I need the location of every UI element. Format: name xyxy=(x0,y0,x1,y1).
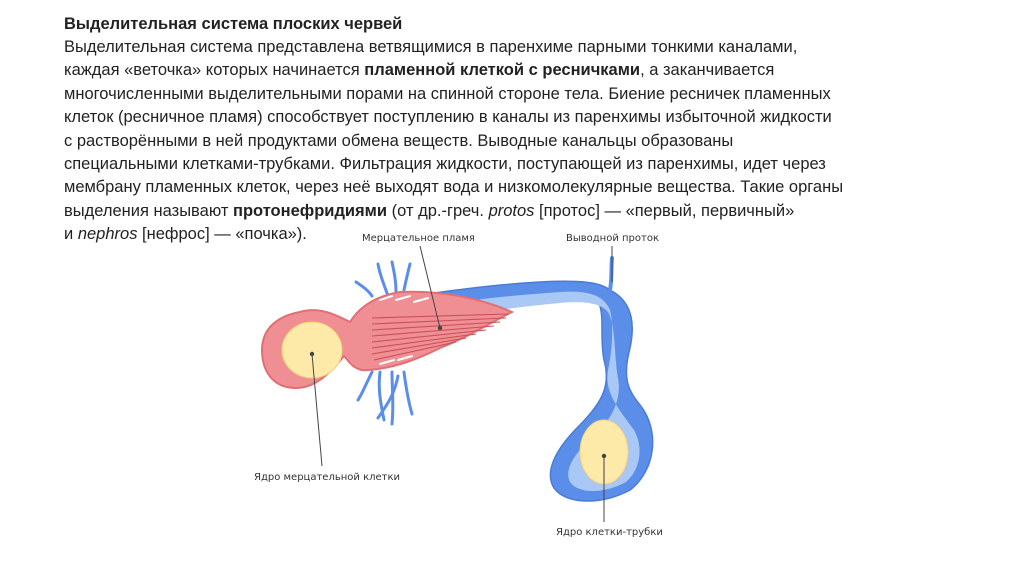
text-run: клеток (ресничное пламя) способствует поступлению в каналы из паренхимы избыточной жидкости xyxy=(64,108,832,127)
lower-branches xyxy=(358,372,412,424)
text-run: и xyxy=(64,225,78,244)
bold-term: протонефридиями xyxy=(232,201,388,220)
branch xyxy=(358,372,372,400)
text-run: специальными клетками-трубками. Фильтрация жидкости, поступающей из паренхимы, идет через xyxy=(64,155,826,174)
text-run: [протос] — «первый, первичный» xyxy=(534,201,795,220)
label-duct: Выводной проток xyxy=(566,233,660,244)
text-run: Выделительная система представлена ветвящимися в паренхиме парными тонкими каналами, xyxy=(64,38,798,56)
label-flame-nucleus: Ядро мерцательной клетки xyxy=(254,472,401,483)
label-flame: Мерцательное пламя xyxy=(362,233,475,244)
text-run: мембрану пламенных клеток, через неё выходят вода и низкомолекулярные вещества. Такие органы xyxy=(64,178,844,197)
slide-title: Выделительная система плоских червей xyxy=(64,15,403,33)
flame-cell-nucleus xyxy=(282,322,342,378)
branch xyxy=(404,372,412,414)
upper-branches xyxy=(356,262,410,296)
pointer-dot xyxy=(602,454,606,458)
pointer-dot xyxy=(438,326,442,330)
text-run: многочисленными выделительными порами на спинной стороне тела. Биение ресничек пламенных xyxy=(64,84,831,103)
branch xyxy=(356,282,372,296)
branch xyxy=(392,262,396,292)
italic-term: nephros xyxy=(77,225,138,244)
text-run: , а заканчивается xyxy=(640,61,775,80)
flame-cell xyxy=(262,292,512,388)
label-tube-nucleus: Ядро клетки-трубки xyxy=(556,527,663,538)
branch xyxy=(404,264,410,290)
text-run: выделения называют xyxy=(64,201,233,220)
italic-term: protos xyxy=(488,201,535,220)
text-run: с растворёнными в ней продуктами обмена веществ. Выводные канальцы образованы xyxy=(64,131,734,150)
text-run: (от др.-греч. xyxy=(387,201,489,220)
pointer-dot xyxy=(310,352,314,356)
branch xyxy=(378,264,388,296)
bold-term: пламенной клеткой с ресничками xyxy=(364,61,641,80)
text-run: [нефрос] — «почка»). xyxy=(137,225,307,244)
text-run: каждая «веточка» которых начинается xyxy=(64,61,365,80)
